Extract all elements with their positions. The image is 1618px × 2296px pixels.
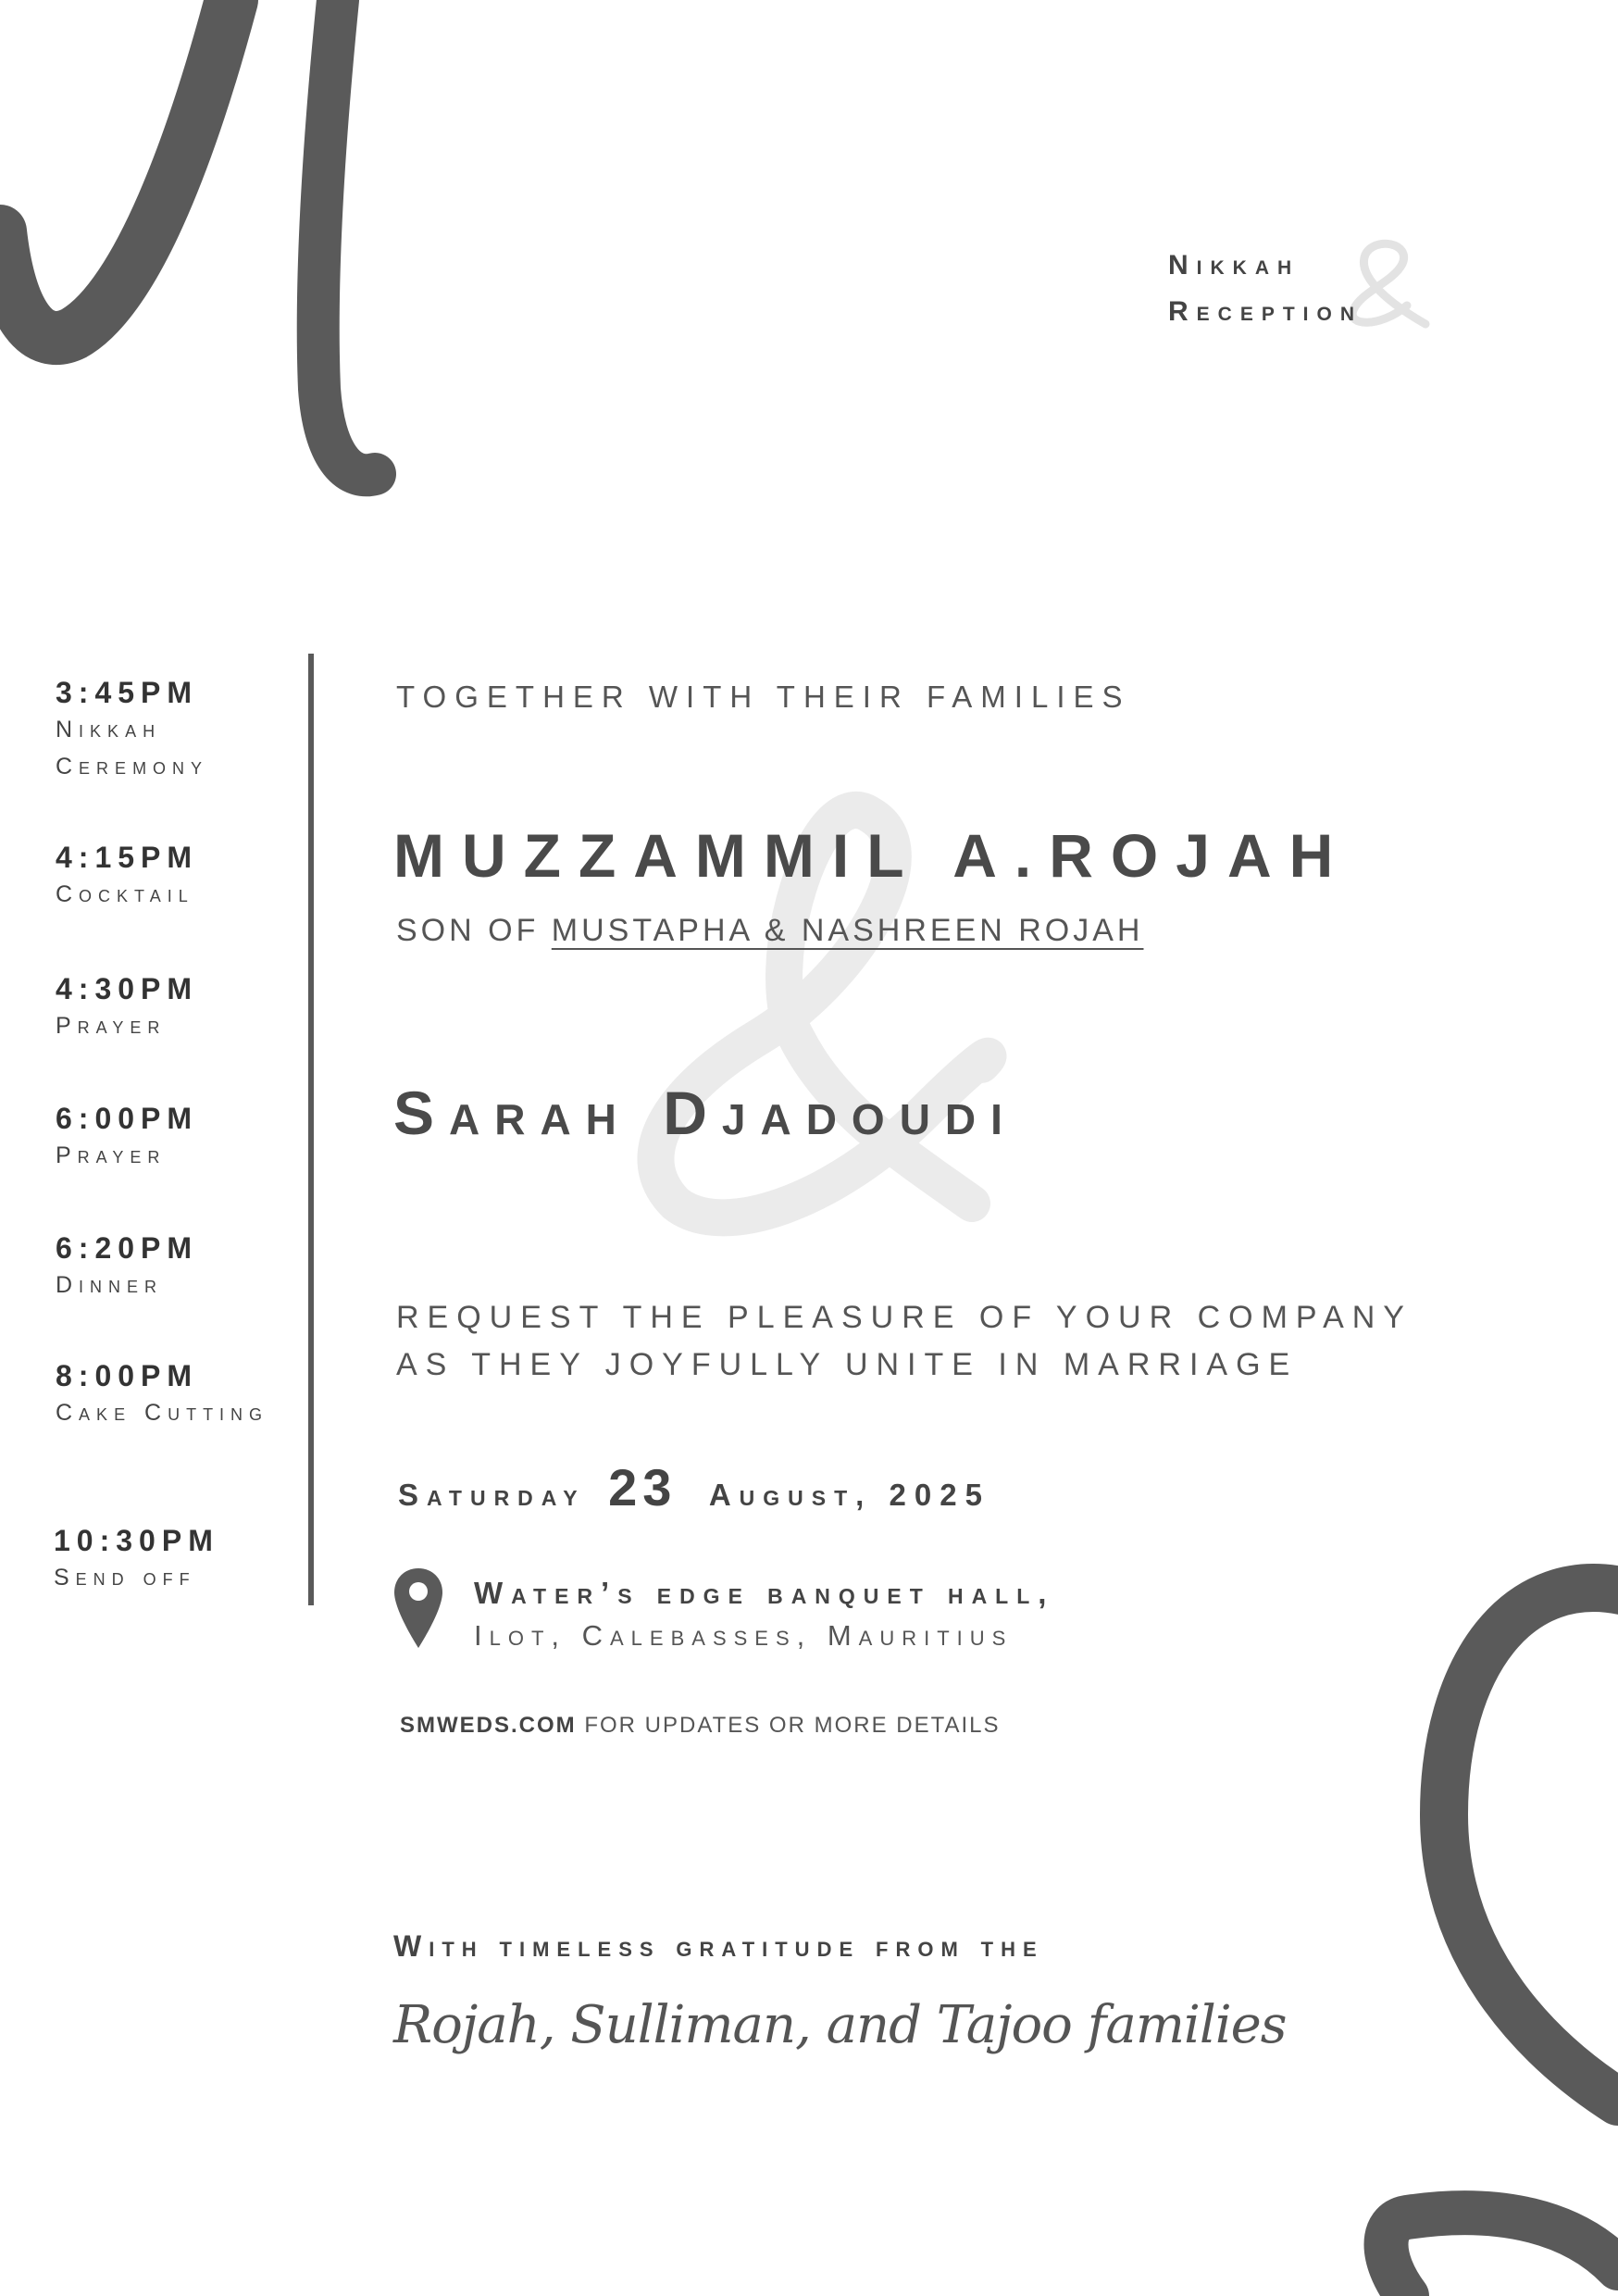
schedule-item	[56, 1229, 324, 1304]
date-weekday: Saturday	[398, 1478, 586, 1512]
groom-name: MUZZAMMIL A.ROJAH	[393, 821, 1351, 890]
schedule-item	[56, 970, 324, 1044]
event-type-line1: Nikkah	[1168, 250, 1301, 281]
schedule-time: 10:30PM	[54, 1524, 219, 1557]
schedule-time: 8:00PM	[56, 1359, 199, 1392]
schedule-time: 6:20PM	[56, 1231, 199, 1265]
bride-name: Sarah Djadoudi	[393, 1079, 1017, 1147]
monogram-m-stroke	[0, 0, 231, 338]
request-text	[396, 1294, 1413, 1389]
intro-text: TOGETHER WITH THEIR FAMILIES	[396, 680, 1131, 714]
event-type-line2: Reception	[1168, 296, 1363, 327]
small-ampersand	[1352, 243, 1425, 324]
event-type	[1168, 243, 1363, 335]
schedule-label: Send off	[54, 1565, 196, 1591]
schedule-time: 6:00PM	[56, 1102, 199, 1135]
date-month-year: August, 2025	[708, 1478, 990, 1512]
schedule-label: Prayer	[56, 1013, 167, 1039]
schedule-time: 4:30PM	[56, 972, 199, 1005]
monogram-s-stroke	[1444, 1588, 1618, 2102]
venue	[474, 1572, 1054, 1657]
monogram-s-stroke-2	[1387, 2213, 1618, 2296]
request-line2: AS THEY JOYFULLY UNITE IN MARRIAGE	[396, 1347, 1299, 1382]
website-note-text: FOR UPDATES OR MORE DETAILS	[584, 1713, 1001, 1738]
schedule-item	[54, 1522, 322, 1596]
schedule-label: Cocktail	[56, 881, 194, 907]
families-signature: Rojah, Sulliman, and Tajoo families	[393, 1995, 1287, 2055]
website-note	[400, 1713, 1001, 1739]
monogram-m-stroke-2	[318, 0, 375, 475]
schedule-divider	[308, 654, 314, 1605]
schedule-item	[56, 839, 324, 913]
schedule-label: Dinner	[56, 1272, 164, 1298]
website-link[interactable]: SMWEDS.COM	[400, 1713, 577, 1738]
venue-address: Ilot, Calebasses, Mauritius	[474, 1619, 1014, 1652]
groom-parents-names: MUSTAPHA & NASHREEN ROJAH	[551, 913, 1144, 948]
schedule-item	[56, 1100, 324, 1174]
groom-parents	[396, 913, 1143, 949]
request-line1: REQUEST THE PLEASURE OF YOUR COMPANY	[396, 1300, 1413, 1335]
venue-name: Water’s edge banquet hall,	[474, 1576, 1055, 1610]
schedule-item	[56, 674, 324, 785]
schedule-time: 3:45PM	[56, 676, 199, 709]
groom-parents-prefix: SON OF	[396, 913, 540, 948]
schedule-item	[56, 1357, 278, 1431]
date-day: 23	[608, 1458, 678, 1516]
schedule-label: Nikkah Ceremony	[56, 717, 209, 780]
schedule-label: Cake Cutting	[56, 1400, 269, 1426]
location-pin-icon	[392, 1566, 444, 1650]
schedule-time: 4:15PM	[56, 841, 199, 874]
gratitude-text: With timeless gratitude from the	[393, 1929, 1044, 1963]
event-date	[398, 1457, 990, 1517]
schedule-label: Prayer	[56, 1142, 167, 1168]
